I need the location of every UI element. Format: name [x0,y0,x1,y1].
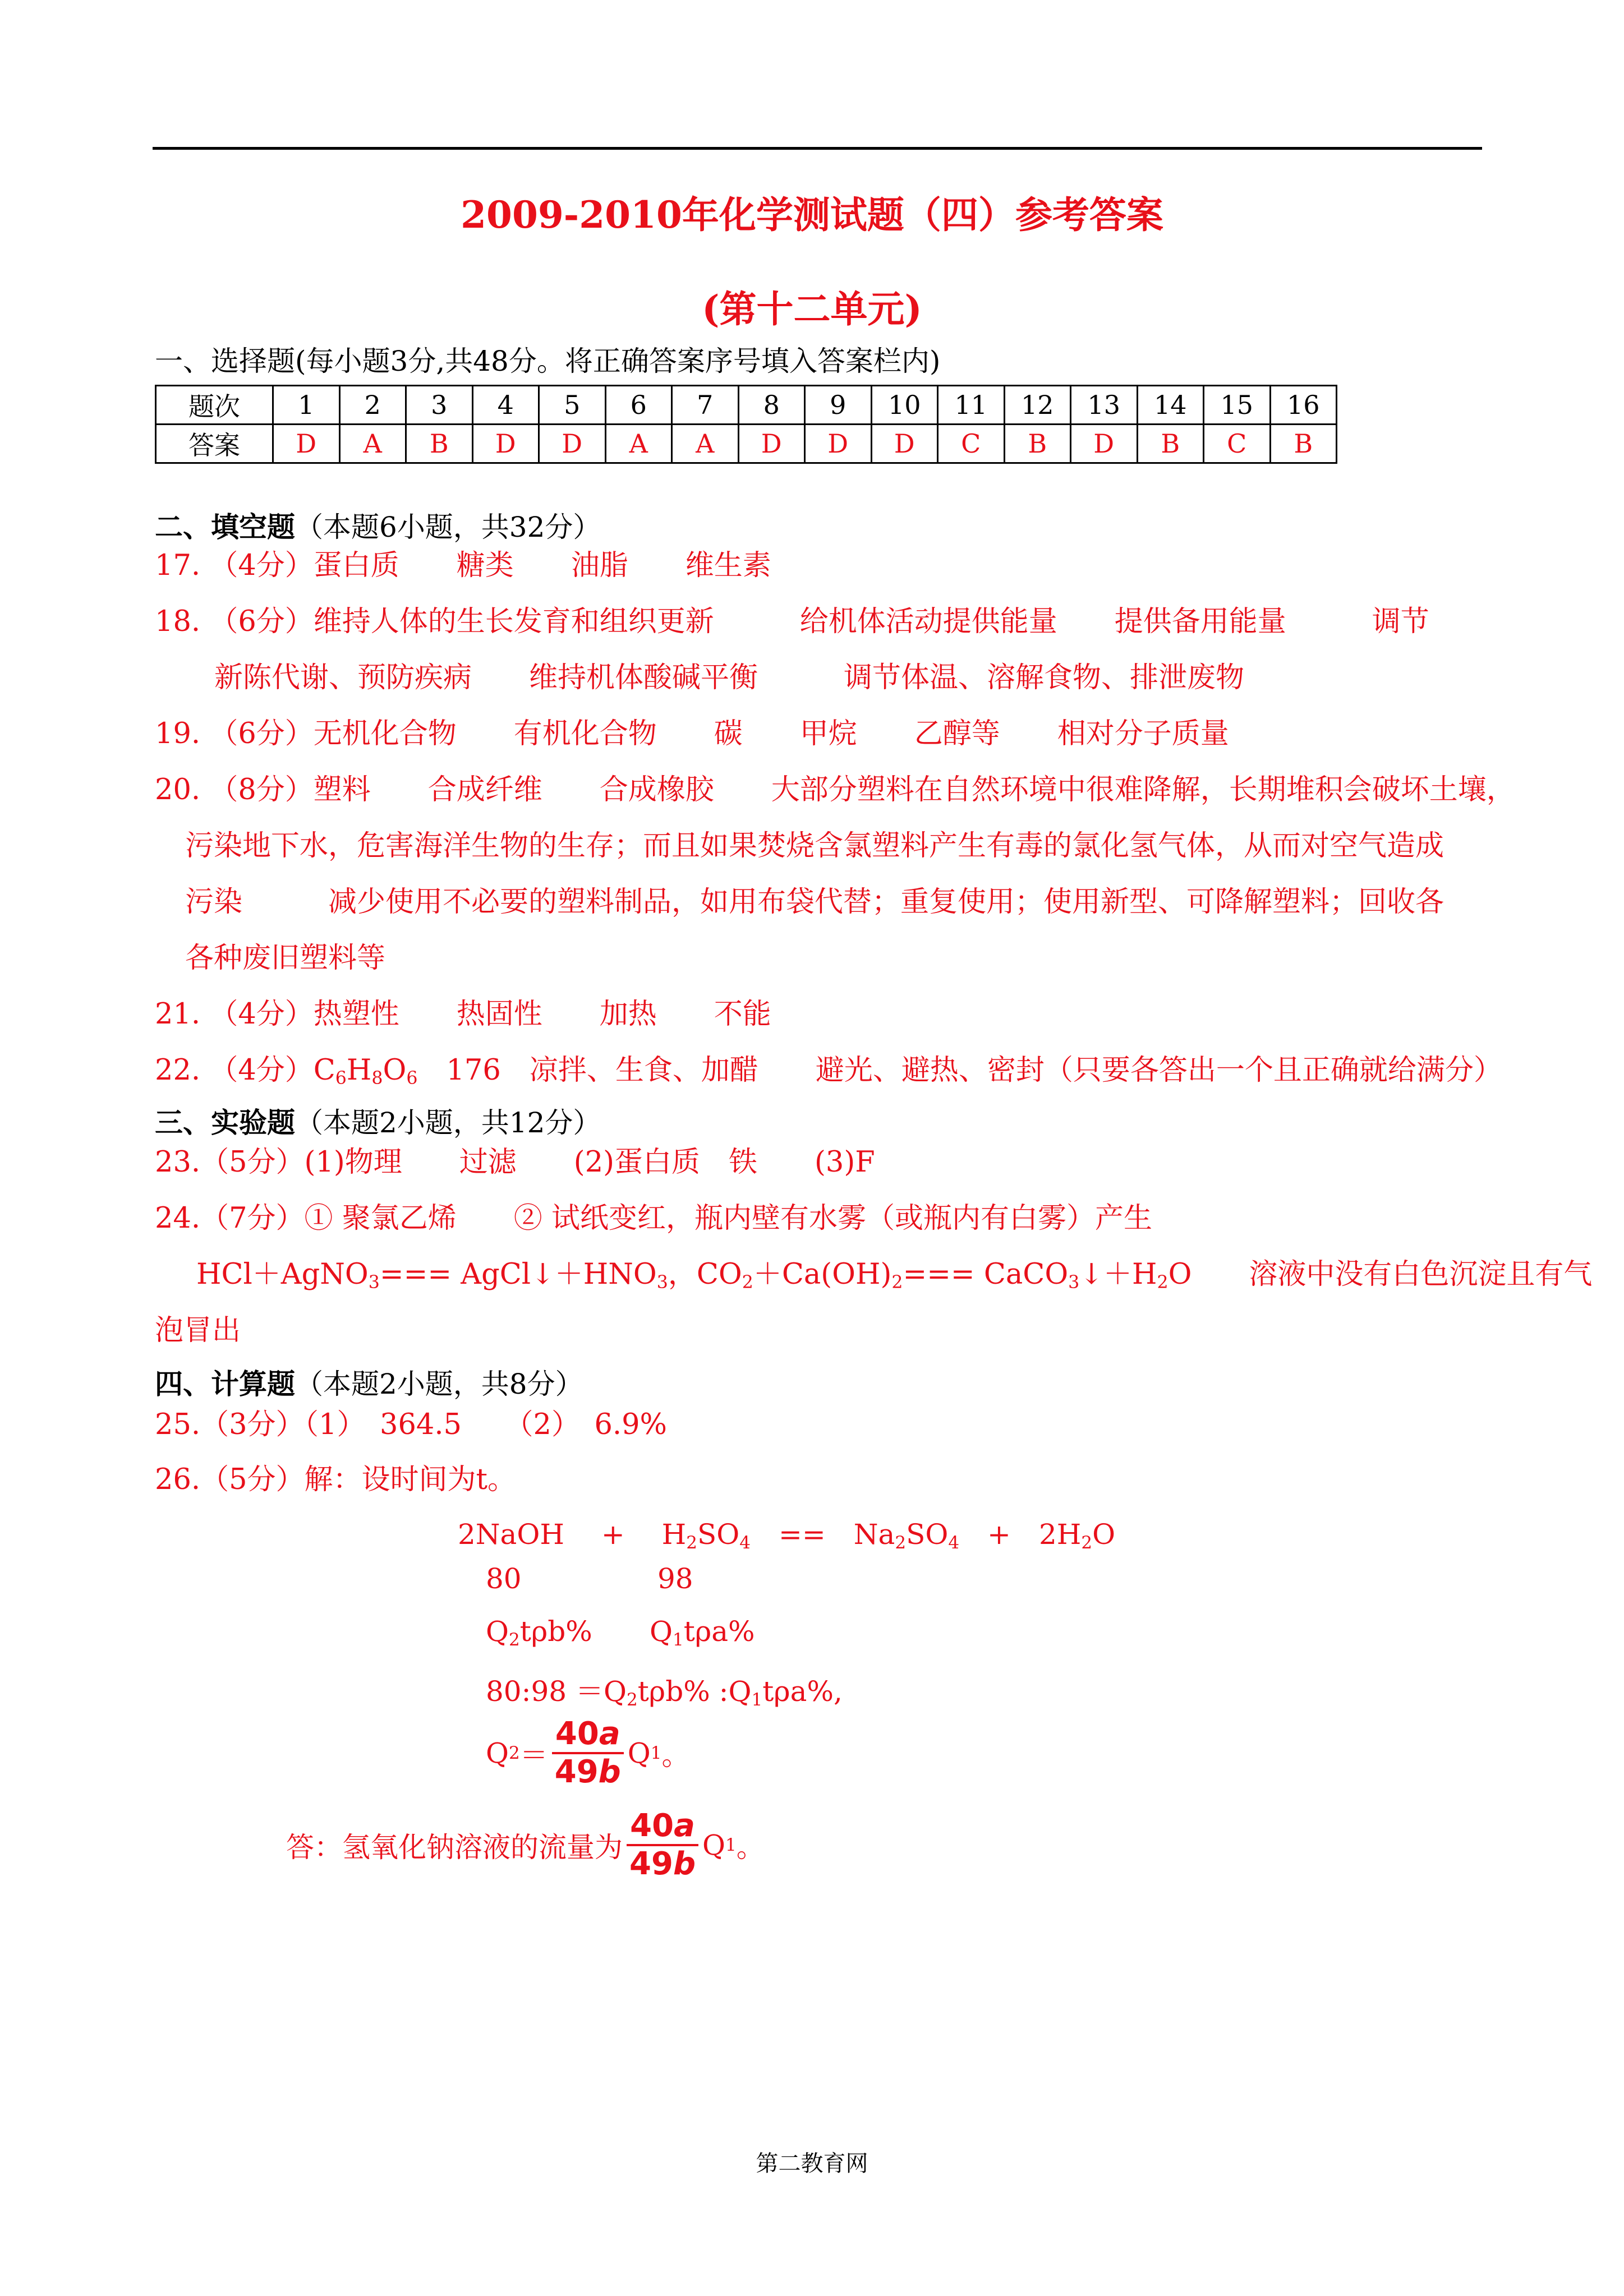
fraction-denominator [551,1754,624,1790]
section3-heading-label: 三、实验题 [155,1106,295,1139]
answer-20-line1: 20. （8分）塑料 合成纤维 合成橡胶 大部分塑料在自然环境中很难降解，长期堆积会破坏土壤， [155,773,1515,806]
question-number-cell: 1 [273,386,340,425]
equation-part: tρb% :Q [637,1675,752,1708]
subscript: 1 [673,1629,684,1650]
mass-h2so4 [650,1615,755,1650]
result-equation [486,1716,690,1791]
question-number-cell: 12 [1004,386,1071,425]
answer-22 [155,1046,1502,1089]
answer-18-line1: 18. （6分）维持人体的生长发育和组织更新 给机体活动提供能量 提供备用能量 调节 [155,605,1429,638]
molar-mass-h2so4: 98 [657,1562,693,1595]
answer-22-prefix: 22. （4分）C [155,1054,335,1087]
equation-part: SO [697,1518,740,1551]
subscript: 3 [368,1272,380,1293]
equation-part: tρa%, [762,1675,843,1708]
row-label-question: 题次 [156,386,273,425]
answer-cell: D [472,425,539,463]
section4-heading [155,1362,583,1402]
subscript: 3 [656,1272,668,1293]
fraction-numerator [552,1716,624,1754]
section2-heading-label: 二、填空题 [155,510,295,543]
section2-heading-detail: （本题6小题，共32分） [295,511,601,543]
question-number-cell: 7 [672,386,739,425]
answer-cell: D [539,425,606,463]
answer-19: 19. （6分）无机化合物 有机化合物 碳 甲烷 乙醇等 相对分子质量 [155,717,1229,750]
answer-cell: A [672,425,739,463]
subscript: 4 [948,1532,960,1553]
section1-heading: 一、选择题(每小题3分,共48分。将正确答案序号填入答案栏内) [155,345,941,377]
question-number-row [156,386,1337,425]
answer-table [155,385,1337,464]
answer-24-equations [196,1251,1592,1293]
equation-part: Q [486,1737,509,1770]
var-q: Q [486,1615,509,1648]
question-number-cell: 14 [1137,386,1204,425]
equation-part: ，CO [668,1258,742,1291]
answer-cell: D [1071,425,1138,463]
subscript: 3 [1068,1272,1080,1293]
answer-20-line4: 各种废旧塑料等 [185,942,386,975]
chemical-equation [458,1512,1115,1553]
answer-cell: A [339,425,406,463]
subscript: 4 [739,1532,751,1553]
subscript: 2 [1081,1532,1093,1553]
numerator-variable: a [674,1808,695,1844]
answer-24-line3: 泡冒出 [155,1314,241,1347]
question-number-cell: 3 [406,386,473,425]
answer-cell: C [1204,425,1271,463]
answer-cell: B [406,425,473,463]
subscript: 2 [509,1743,520,1764]
equation-part: O 溶液中没有白色沉淀且有气 [1168,1258,1593,1291]
equation-part: HCl＋AgNO [196,1258,369,1291]
section3-heading [155,1100,601,1141]
subscript: 6 [335,1068,347,1089]
answer-cell: D [738,425,805,463]
subscript: 8 [371,1068,383,1089]
denominator-variable: b [598,1754,621,1791]
equation-part: 80:98 ＝Q [486,1675,627,1708]
mass-naoh [486,1615,592,1650]
question-number-cell: 11 [938,386,1005,425]
equation-part: 。 [661,1739,690,1772]
answer-row [156,425,1337,463]
question-number-cell: 2 [339,386,406,425]
answer-cell: B [1270,425,1337,463]
header-rule [153,147,1482,150]
answer-20-line2: 污染地下水，危害海洋生物的生存；而且如果焚烧含氯塑料产生有毒的氯化氢气体，从而对空气造成 [185,829,1444,863]
subscript: 2 [626,1689,638,1710]
question-number-cell: 9 [805,386,872,425]
answer-21: 21. （4分）热塑性 热固性 加热 不能 [155,998,771,1031]
fraction [551,1716,624,1791]
equation-part: 。 [736,1831,765,1864]
answer-cell: D [273,425,340,463]
answer-24-line1: 24.（7分）① 聚氯乙烯 ② 试纸变红，瓶内壁有水雾（或瓶内有白雾）产生 [155,1202,1152,1235]
answer-26-intro: 26.（5分）解：设时间为t。 [155,1463,517,1496]
question-number-cell: 10 [871,386,938,425]
subscript: 2 [891,1272,903,1293]
page-title: 2009-2010年化学测试题（四）参考答案 [461,193,1163,237]
answer-cell: D [871,425,938,463]
question-number-cell: 16 [1270,386,1337,425]
question-number-cell: 15 [1204,386,1271,425]
subscript: 1 [751,1689,763,1710]
answer-cell: B [1137,425,1204,463]
subscript: 2 [1157,1272,1168,1293]
page-subtitle: (第十二单元) [702,287,922,331]
final-answer [286,1808,765,1883]
section2-heading [155,505,601,545]
element-symbol: O [383,1054,407,1087]
subscript: 2 [742,1272,753,1293]
equation-part: == Na [750,1518,895,1551]
subscript: 6 [406,1068,418,1089]
section4-heading-detail: （本题2小题，共8分） [295,1368,583,1400]
equation-part: Q [627,1737,651,1770]
ratio-equation [486,1669,843,1710]
molar-mass-naoh: 80 [486,1562,522,1595]
answer-cell: B [1004,425,1071,463]
equation-part: ↓＋H [1079,1258,1157,1291]
answer-20-line3: 污染 减少使用不必要的塑料制品，如用布袋代替；重复使用；使用新型、可降解塑料；回收各 [185,886,1444,919]
answer-cell: A [605,425,672,463]
denominator-variable: b [673,1846,696,1883]
subscript: 2 [509,1629,520,1650]
numerator-digits: 40 [630,1808,674,1844]
answer-cell: D [805,425,872,463]
answer-17: 17. （4分）蛋白质 糖类 油脂 维生素 [155,549,771,582]
equation-part: ＝ [519,1739,548,1772]
row-label-answer: 答案 [156,425,273,463]
denominator-digits: 49 [629,1846,673,1883]
subscript: 2 [686,1532,697,1553]
subscript: 1 [725,1835,737,1856]
subscript: 2 [895,1532,907,1553]
answer-22-rest: 176 凉拌、生食、加醋 避光、避热、密封（只要各答出一个且正确就给满分） [417,1054,1502,1087]
numerator-variable: a [599,1716,620,1752]
question-number-cell: 5 [539,386,606,425]
denominator-digits: 49 [554,1754,599,1791]
element-symbol: H [346,1054,372,1087]
fraction-denominator [626,1846,699,1882]
equation-part: + 2H [959,1518,1082,1551]
answer-23: 23.（5分）(1)物理 过滤 (2)蛋白质 铁 (3)F [155,1146,875,1179]
numerator-digits: 40 [555,1716,599,1752]
equation-part: Q [702,1829,726,1862]
page-footer: 第二教育网 [756,2151,868,2177]
equation-part: SO [906,1518,949,1551]
section3-heading-detail: （本题2小题，共12分） [295,1106,601,1139]
question-number-cell: 13 [1071,386,1138,425]
question-number-cell: 6 [605,386,672,425]
fraction-numerator [627,1808,698,1846]
var-rest: tρb% [519,1615,592,1648]
equation-part: === CaCO [903,1258,1069,1291]
question-number-cell: 8 [738,386,805,425]
var-rest: tρa% [683,1615,755,1648]
final-answer-text: 答：氢氧化钠溶液的流量为 [286,1831,623,1864]
answer-cell: C [938,425,1005,463]
equation-part: === AgCl↓＋HNO [379,1258,657,1291]
subscript: 1 [650,1743,662,1764]
fraction [626,1808,699,1883]
equation-part: ＋Ca(OH) [753,1258,892,1291]
section4-heading-label: 四、计算题 [155,1367,295,1400]
equation-part: 2NaOH + H [458,1518,687,1551]
equation-part: O [1092,1518,1116,1551]
answer-25: 25.（3分）（1） 364.5 （2） 6.9% [155,1408,668,1441]
var-q: Q [650,1615,673,1648]
answer-18-line2: 新陈代谢、预防疾病 维持机体酸碱平衡 调节体温、溶解食物、排泄废物 [214,661,1245,694]
question-number-cell: 4 [472,386,539,425]
